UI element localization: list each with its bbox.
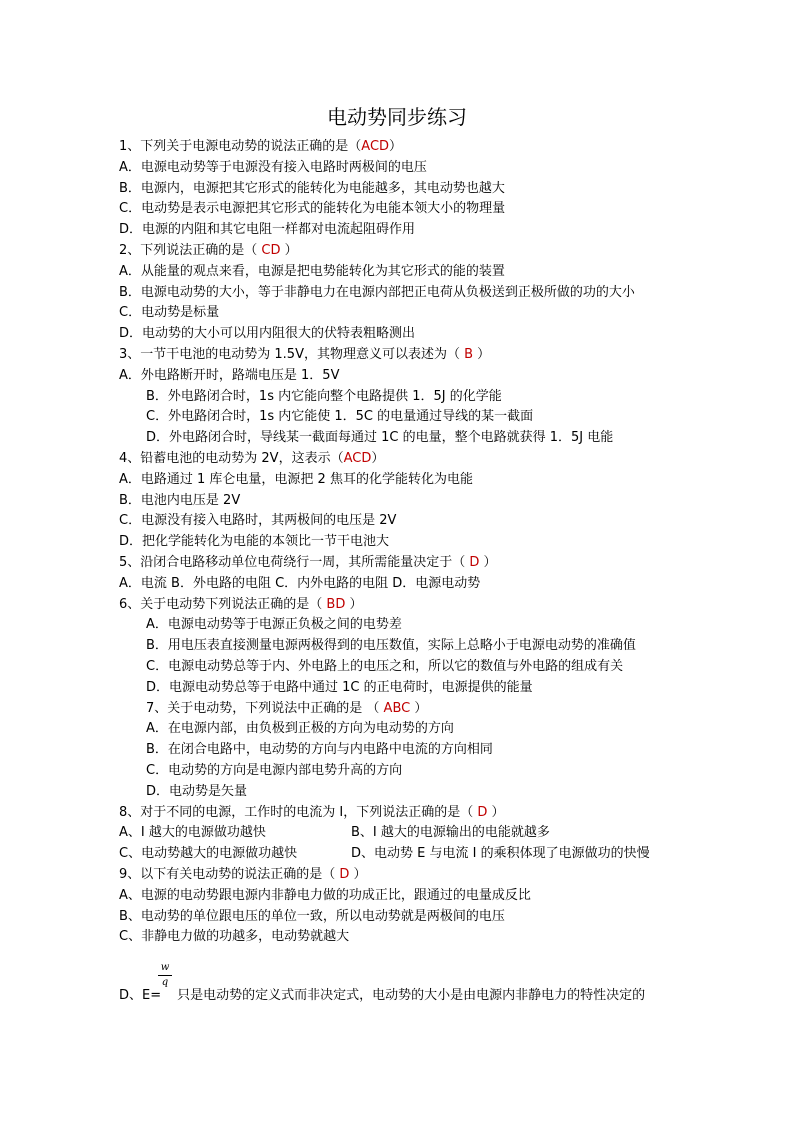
question-stem bbox=[119, 804, 505, 822]
line-text: 4、铅蓄电池的电动势为 2V，这表示（ bbox=[119, 451, 344, 466]
question-stem bbox=[119, 554, 497, 572]
option-line bbox=[119, 471, 473, 489]
line-text: D．外电路闭合时，导线某一截面每通过 1C 的电量，整个电路就获得 1．5J 电能 bbox=[146, 430, 614, 445]
line-text: D．电动势是矢量 bbox=[146, 784, 248, 799]
answer-key: D bbox=[477, 805, 488, 820]
option-left: A、I 越大的电源做功越快 bbox=[119, 825, 266, 840]
line-text: B．外电路闭合时，1s 内它能向整个电路提供 1．5J 的化学能 bbox=[146, 389, 502, 404]
line-text-close: ） bbox=[349, 867, 367, 882]
option-line bbox=[146, 408, 533, 426]
line-text: 2、下列说法正确的是（ bbox=[119, 243, 262, 258]
answer-key: ABC bbox=[383, 701, 411, 716]
line-text: A．电路通过 1 库仑电量，电源把 2 焦耳的化学能转化为电能 bbox=[119, 472, 473, 487]
line-text: C．电动势是表示电源把其它形式的能转化为电能本领大小的物理量 bbox=[119, 201, 506, 216]
question-stem bbox=[119, 866, 367, 884]
line-text: D．电源的内阻和其它电阻一样都对电流起阻碍作用 bbox=[119, 222, 416, 237]
line-text: A．电源电动势等于电源正负极之间的电势差 bbox=[146, 617, 402, 632]
question-stem bbox=[119, 138, 402, 156]
line-text: A．外电路断开时，路端电压是 1．5V bbox=[119, 368, 340, 383]
line-text: D．电源电动势总等于电路中通过 1C 的正电荷时，电源提供的能量 bbox=[146, 680, 533, 695]
last-line-text: 只是电动势的定义式而非决定式，电动势的大小是由电源内非静电力的特性决定的 bbox=[177, 988, 646, 1003]
line-text-close: ） bbox=[410, 701, 428, 716]
option-line bbox=[119, 928, 349, 946]
option-line bbox=[146, 429, 613, 447]
line-text-close: ） bbox=[479, 555, 497, 570]
option-line bbox=[146, 679, 533, 697]
line-text-close: ） bbox=[473, 347, 491, 362]
formula-numerator: w bbox=[160, 962, 170, 973]
last-line-prefix: D、E= bbox=[119, 988, 162, 1003]
line-text: 9、以下有关电动势的说法正确的是（ bbox=[119, 867, 340, 882]
option-right: B、I 越大的电源输出的电能就越多 bbox=[351, 825, 550, 840]
question-stem bbox=[119, 596, 362, 614]
option-line bbox=[146, 388, 502, 406]
option-line bbox=[119, 492, 240, 510]
line-text: 7、关于电动势，下列说法中正确的是 （ bbox=[146, 701, 384, 716]
formula-fraction bbox=[158, 962, 172, 989]
option-line bbox=[146, 762, 402, 780]
option-line bbox=[119, 200, 505, 218]
option-line bbox=[146, 783, 247, 801]
line-text: C．电源电动势总等于内、外电路上的电压之和，所以它的数值与外电路的组成有关 bbox=[146, 659, 624, 674]
option-line bbox=[119, 325, 415, 343]
option-line bbox=[119, 908, 505, 926]
option-line bbox=[146, 637, 636, 655]
line-text: C、非静电力做的功越多，电动势就越大 bbox=[119, 929, 350, 944]
option-line bbox=[119, 263, 505, 281]
line-text: C．电源没有接入电路时，其两极间的电压是 2V bbox=[119, 513, 397, 528]
option-line bbox=[119, 575, 480, 593]
option-line bbox=[119, 367, 339, 385]
option-right: D、电动势 E 与电流 I 的乘积体现了电源做功的快慢 bbox=[351, 846, 650, 861]
line-text: B．电源电动势的大小，等于非静电力在电源内部把正电荷从负极送到正极所做的功的大小 bbox=[119, 285, 635, 300]
line-text: A．电源电动势等于电源没有接入电路时两极间的电压 bbox=[119, 160, 427, 175]
question-stem bbox=[146, 700, 427, 718]
line-text: 5、沿闭合电路移动单位电荷绕行一周，其所需能量决定于（ bbox=[119, 555, 470, 570]
option-line bbox=[146, 720, 454, 738]
answer-key: BD bbox=[326, 597, 346, 612]
answer-key: B bbox=[464, 347, 474, 362]
line-text: A．在电源内部，由负极到正极的方向为电动势的方向 bbox=[146, 721, 454, 736]
option-line bbox=[146, 741, 493, 759]
question-stem bbox=[119, 346, 490, 364]
line-text: B．电池内电压是 2V bbox=[119, 493, 241, 508]
line-text-close: ） bbox=[345, 597, 363, 612]
line-text: 8、对于不同的电源，工作时的电流为 I，下列说法正确的是（ bbox=[119, 805, 478, 820]
line-text-close: ） bbox=[389, 139, 403, 154]
line-text: B．电源内，电源把其它形式的能转化为电能越多，其电动势也越大 bbox=[119, 181, 505, 196]
line-text: A．从能量的观点来看，电源是把电势能转化为其它形式的能的装置 bbox=[119, 264, 505, 279]
line-text: B．在闭合电路中，电动势的方向与内电路中电流的方向相同 bbox=[146, 742, 493, 757]
line-text-close: ） bbox=[280, 243, 298, 258]
answer-key: ACD bbox=[361, 139, 390, 154]
line-text: A、电源的电动势跟电源内非静电力做的功成正比，跟通过的电量成反比 bbox=[119, 888, 531, 903]
line-text: C．外电路闭合时，1s 内它能使 1．5C 的电量通过导线的某一截面 bbox=[146, 409, 534, 424]
line-text: D．把化学能转化为电能的本领比一节干电池大 bbox=[119, 534, 390, 549]
answer-key: D bbox=[469, 555, 480, 570]
line-text: C．电动势是标量 bbox=[119, 305, 220, 320]
answer-key: CD bbox=[261, 243, 281, 258]
line-text-close: ） bbox=[371, 451, 385, 466]
fraction-bar bbox=[158, 975, 172, 976]
option-line bbox=[146, 658, 623, 676]
option-line bbox=[119, 887, 531, 905]
option-line bbox=[119, 180, 505, 198]
option-line bbox=[119, 221, 415, 239]
option-line bbox=[119, 512, 396, 530]
line-text: 3、一节干电池的电动势为 1.5V，其物理意义可以表述为（ bbox=[119, 347, 465, 362]
option-line bbox=[119, 304, 219, 322]
line-text: 6、关于电动势下列说法正确的是（ bbox=[119, 597, 327, 612]
line-text: D．电动势的大小可以用内阻很大的伏特表粗略测出 bbox=[119, 326, 416, 341]
line-text-close: ） bbox=[487, 805, 505, 820]
page-title: 电动势同步练习 bbox=[327, 105, 467, 129]
question-stem bbox=[119, 450, 384, 468]
answer-key: ACD bbox=[343, 451, 372, 466]
line-text: B．用电压表直接测量电源两极得到的电压数值，实际上总略小于电源电动势的准确值 bbox=[146, 638, 636, 653]
option-line bbox=[146, 616, 402, 634]
option-left: C、电动势越大的电源做功越快 bbox=[119, 846, 298, 861]
last-line bbox=[119, 987, 645, 1005]
answer-key: D bbox=[339, 867, 350, 882]
line-text: A．电流 B．外电路的电阻 C．内外电路的电阻 D．电源电动势 bbox=[119, 576, 481, 591]
line-text: 1、下列关于电源电动势的说法正确的是（ bbox=[119, 139, 362, 154]
line-text: C．电动势的方向是电源内部电势升高的方向 bbox=[146, 763, 403, 778]
option-line bbox=[119, 159, 427, 177]
question-stem bbox=[119, 242, 298, 260]
option-line bbox=[119, 284, 635, 302]
line-text: B、电动势的单位跟电压的单位一致，所以电动势就是两极间的电压 bbox=[119, 909, 505, 924]
option-line bbox=[119, 533, 389, 551]
formula-denominator: q bbox=[161, 977, 169, 988]
